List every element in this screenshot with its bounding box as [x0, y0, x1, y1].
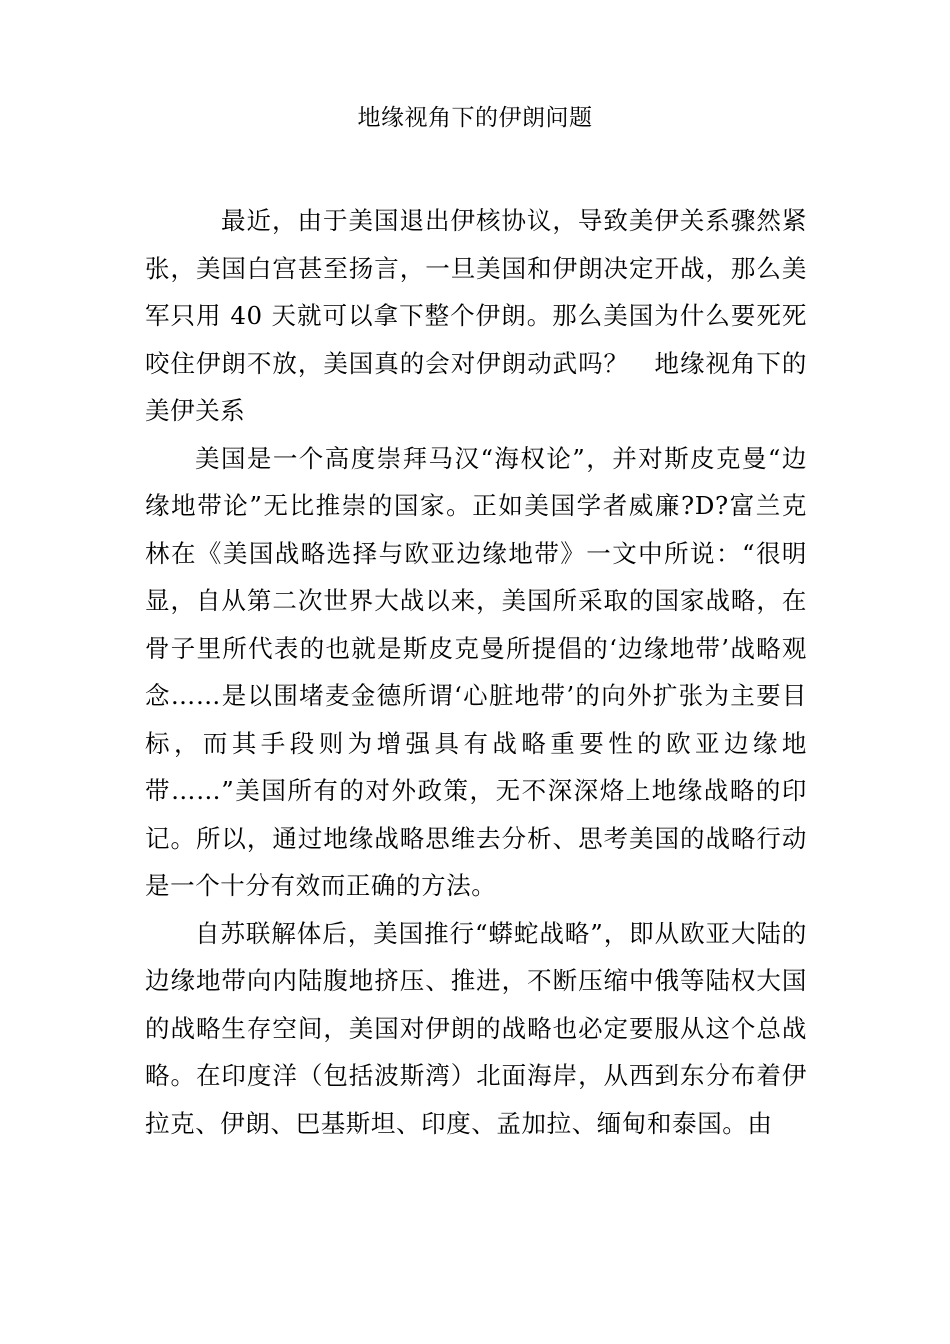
- document-body: [145, 197, 807, 1147]
- document-title: 地缘视角下的伊朗问题: [357, 105, 593, 131]
- paragraph-2: 美国是一个高度崇拜马汉“海权论”，并对斯皮克曼“边缘地带论”无比推崇的国家。正如美国学者威廉?D?富兰克林在《美国战略选择与欧亚边缘地带》一文中所说：“很明显，自从第二次世界大战以来，美国所采取的国家战略，在骨子里所代表的也就是斯皮克曼所提倡的‘边缘地带’战略观念……是以围堵麦金德所谓‘心脏地带’的向外扩张为主要目标，而其手段则为增强具有战略重要性的欧亚边缘地带……”美国所有的对外政策，无不深深烙上地缘战略的印记。所以，通过地缘战略思维去分析、思考美国的战略行动是一个十分有效而正确的方法。: [145, 443, 807, 900]
- paragraph-1: 最近，由于美国退出伊核协议，导致美伊关系骤然紧张，美国白宫甚至扬言，一旦美国和伊朗决定开战，那么美军只用 40 天就可以拿下整个伊朗。那么美国为什么要死死咬住伊朗不放，美国真的会对伊朗动武吗？ 地缘视角下的美伊关系: [145, 206, 807, 425]
- paragraph-3: 自苏联解体后，美国推行“蟒蛇战略”，即从欧亚大陆的边缘地带向内陆腹地挤压、推进，不断压缩中俄等陆权大国的战略生存空间，美国对伊朗的战略也必定要服从这个总战略。在印度洋（包括波斯湾）北面海岸，从西到东分布着伊拉克、伊朗、巴基斯坦、印度、孟加拉、缅甸和泰国。由: [145, 918, 807, 1138]
